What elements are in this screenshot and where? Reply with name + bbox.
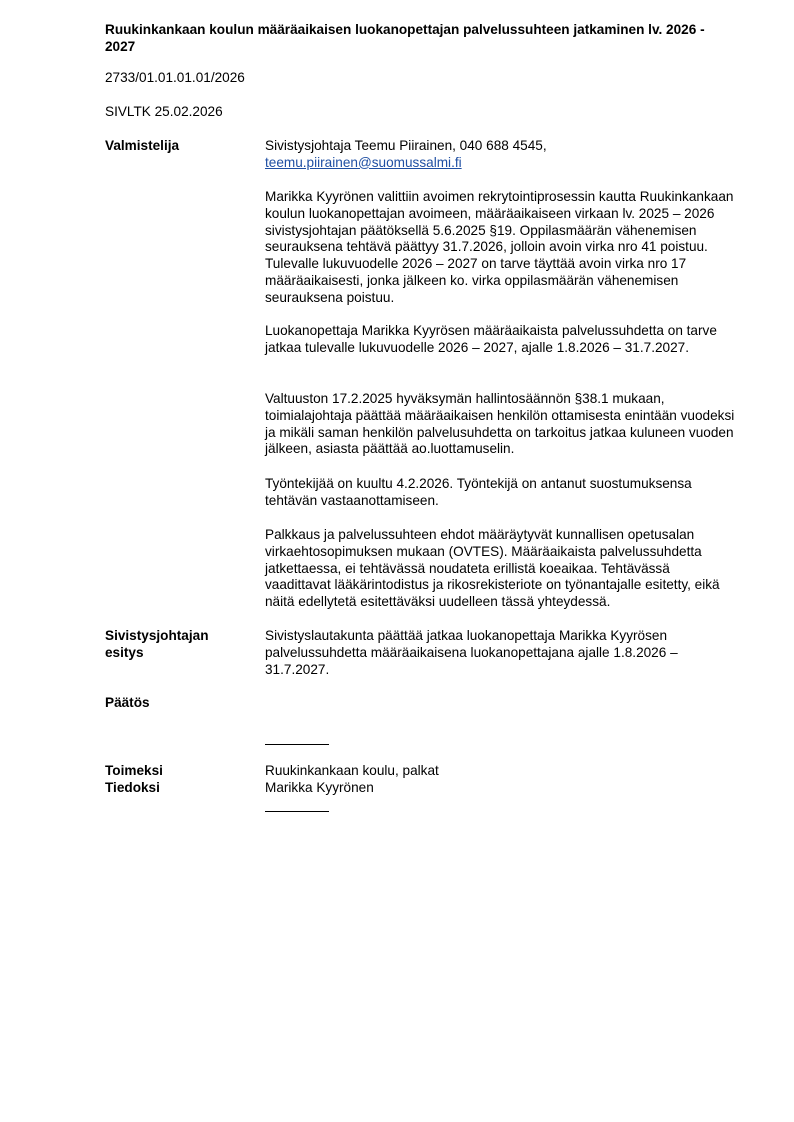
esitys-label-line1: Sivistysjohtajan: [105, 628, 209, 643]
esitys-label: [105, 628, 255, 662]
valmistelija-content: [265, 138, 735, 172]
toimeksi-value: Ruukinkankaan koulu, palkat: [265, 763, 439, 778]
valmistelija-paragraph: Marikka Kyyrönen valittiin avoimen rekrytointiprosessin kautta Ruukinkankaan koulun luokanopettajan avoimeen, määräaikaiseen virkaan lv. 2025 – 2026 sivistysjohtajan päätöksellä 5.6.2025 §19. Oppilasmäärän vähenemisen seurauksena tehtävä päättyy 31.7.2026, jolloin avoin virka nro 41 poistuu. Tulevalle lukuvuodelle 2026 – 2027 on tarve täyttää avoin virka nro 17 määräaikaisesti, jonka jälkeen ko. virka oppilasmäärän vähenemisen seurauksena poistuu.: [265, 189, 734, 305]
valmistelija-email-link[interactable]: teemu.piirainen@suomussalmi.fi: [265, 154, 462, 170]
valmistelija-contact: Sivistysjohtaja Teemu Piirainen, 040 688 4545,: [265, 138, 547, 153]
valmistelija-paragraph: Palkkaus ja palvelussuhteen ehdot määräytyvät kunnallisen opetusalan virkaehtosopimuksen mukaan (OVTES). Määräaikaista palvelussuhdetta jatkettaessa, ei tehtävässä noudateta erillistä koeaikaa. Tehtävässä vaadittavat lääkärintodistus ja rikosrekisteriote on työnantajalle esitetty, eikä näitä edellytetä esitettäväksi uudelleen tässä yhteydessä.: [265, 527, 720, 610]
valmistelija-paragraph: Työntekijää on kuultu 4.2.2026. Työntekijä on antanut suostumuksensa tehtävän vastaanottamiseen.: [265, 476, 692, 508]
valmistelija-label: Valmistelija: [105, 138, 180, 153]
document-title: Ruukinkankaan koulun määräaikaisen luokanopettajan palvelussuhteen jatkaminen lv. 2026 - 2027: [105, 22, 705, 54]
esitys-label-line2: esitys: [105, 644, 144, 660]
reference-number: 2733/01.01.01.01/2026: [105, 70, 245, 85]
meeting-info: SIVLTK 25.02.2026: [105, 104, 223, 119]
valmistelija-paragraph: Luokanopettaja Marikka Kyyrösen määräaikaista palvelussuhdetta on tarve jatkaa tulevalle lukuvuodelle 2026 – 2027, ajalle 1.8.2026 – 31.7.2027.: [265, 323, 717, 355]
tiedoksi-label: Tiedoksi: [105, 780, 160, 795]
section-divider: [265, 811, 329, 812]
esitys-text: Sivistyslautakunta päättää jatkaa luokanopettaja Marikka Kyyrösen palvelussuhdetta määräaikaisena luokanopettajana ajalle 1.8.2026 – 31.7.2027.: [265, 628, 678, 677]
tiedoksi-value: Marikka Kyyrönen: [265, 780, 374, 795]
section-divider: [265, 744, 329, 745]
paatos-label: Päätös: [105, 695, 150, 710]
valmistelija-paragraph: Valtuuston 17.2.2025 hyväksymän hallintosäännön §38.1 mukaan, toimialajohtaja päättää määräaikaisen henkilön ottamisesta enintään vuodeksi ja mikäli saman henkilön palvelusuhdetta on tarkoitus jatkaa kuluneen vuoden jälkeen, asiasta päättää ao.luottamuselin.: [265, 391, 735, 457]
toimeksi-label: Toimeksi: [105, 763, 163, 778]
